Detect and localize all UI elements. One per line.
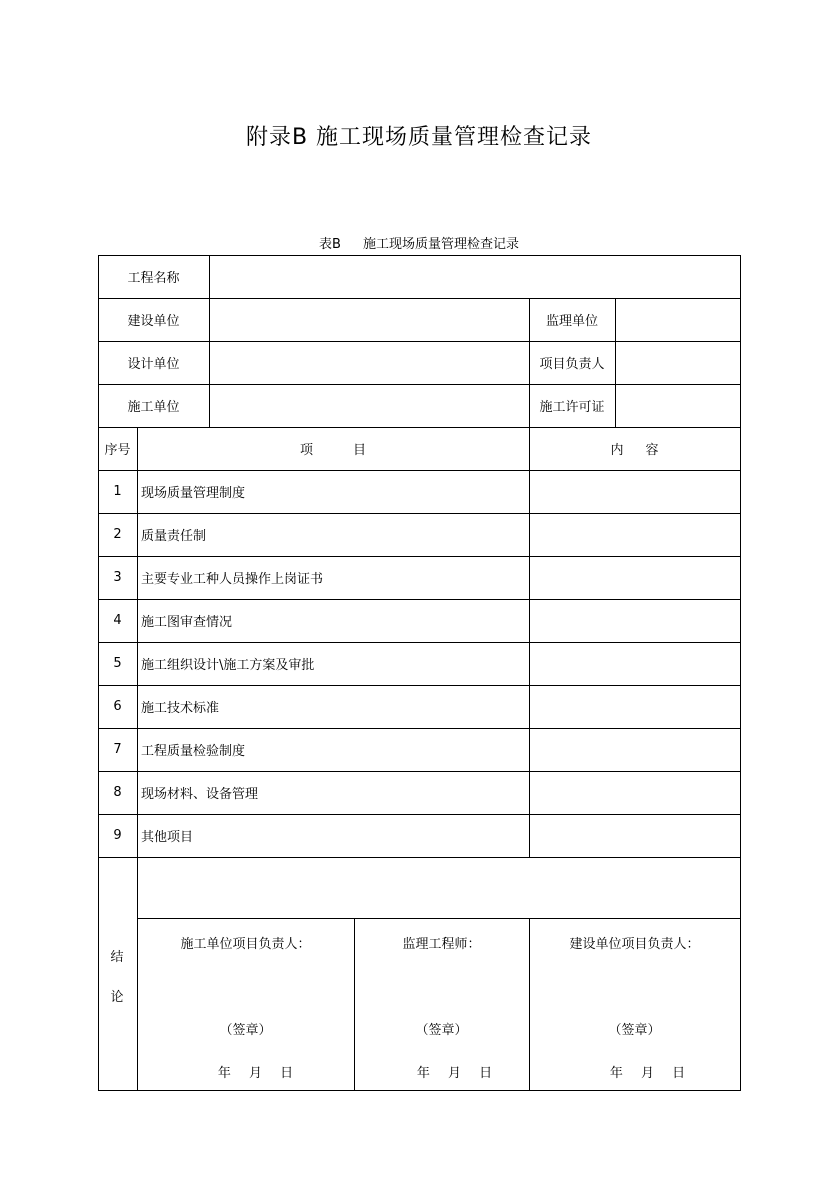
field-design-unit[interactable] <box>210 342 529 384</box>
item-content-field[interactable] <box>530 557 740 599</box>
item-no: 6 <box>113 699 122 714</box>
signer-date: 年 月 日 <box>609 1066 686 1081</box>
label-builder-unit: 施工单位 <box>127 400 180 415</box>
field-builder-unit[interactable] <box>210 385 529 427</box>
item-name: 质量责任制 <box>141 529 207 544</box>
item-name: 施工图审查情况 <box>141 615 233 630</box>
signer-date: 年 月 日 <box>416 1066 493 1081</box>
item-content-field[interactable] <box>530 729 740 771</box>
column-header-seq: 序号 <box>104 443 131 458</box>
label-design-unit: 设计单位 <box>127 357 180 372</box>
table-caption-title: 施工现场质量管理检查记录 <box>362 237 519 252</box>
table-caption-prefix: 表B <box>319 237 341 252</box>
label-project-name: 工程名称 <box>127 271 180 286</box>
table-caption <box>0 233 838 252</box>
item-name: 主要专业工种人员操作上岗证书 <box>141 572 324 587</box>
conclusion-label-bottom: 论 <box>110 990 124 1005</box>
conclusion-label-top: 结 <box>110 950 124 965</box>
item-content-field[interactable] <box>530 686 740 728</box>
item-name: 现场材料、设备管理 <box>141 787 259 802</box>
item-name: 施工组织设计\施工方案及审批 <box>141 658 315 673</box>
item-no: 4 <box>113 613 122 628</box>
item-content-field[interactable] <box>530 643 740 685</box>
conclusion-text-field[interactable] <box>138 858 740 918</box>
field-project-leader[interactable] <box>616 342 740 384</box>
item-name: 施工技术标准 <box>141 701 220 716</box>
item-name: 现场质量管理制度 <box>141 486 246 501</box>
label-construction-unit: 建设单位 <box>127 314 180 329</box>
item-no: 9 <box>113 828 122 843</box>
item-content-field[interactable] <box>530 514 740 556</box>
column-header-item: 项目 <box>299 443 406 458</box>
signer-seal: （签章） <box>219 1023 272 1038</box>
label-project-leader: 项目负责人 <box>539 357 605 372</box>
item-name: 工程质量检验制度 <box>141 744 246 759</box>
item-no: 3 <box>113 570 122 585</box>
signer-date: 年 月 日 <box>217 1066 294 1081</box>
item-no: 1 <box>113 484 122 499</box>
column-header-content: 内容 <box>610 443 681 458</box>
field-construction-unit[interactable] <box>210 299 529 341</box>
signer-seal: （签章） <box>415 1023 468 1038</box>
label-supervision-unit: 监理单位 <box>545 314 598 329</box>
label-construction-permit: 施工许可证 <box>539 400 605 415</box>
page-title: 附录B 施工现场质量管理检查记录 <box>245 125 593 150</box>
item-content-field[interactable] <box>530 772 740 814</box>
signer-title: 建设单位项目负责人： <box>569 937 700 952</box>
field-supervision-unit[interactable] <box>616 299 740 341</box>
field-construction-permit[interactable] <box>616 385 740 427</box>
signer-title: 监理工程师： <box>402 937 481 952</box>
item-no: 7 <box>113 742 122 757</box>
signer-title: 施工单位项目负责人： <box>180 937 311 952</box>
item-no: 5 <box>113 656 122 671</box>
field-project-name[interactable] <box>210 256 740 298</box>
item-no: 2 <box>113 527 122 542</box>
signer-seal: （签章） <box>608 1023 661 1038</box>
item-content-field[interactable] <box>530 600 740 642</box>
item-no: 8 <box>113 785 122 800</box>
item-name: 其他项目 <box>141 830 194 845</box>
item-content-field[interactable] <box>530 815 740 857</box>
item-content-field[interactable] <box>530 471 740 513</box>
